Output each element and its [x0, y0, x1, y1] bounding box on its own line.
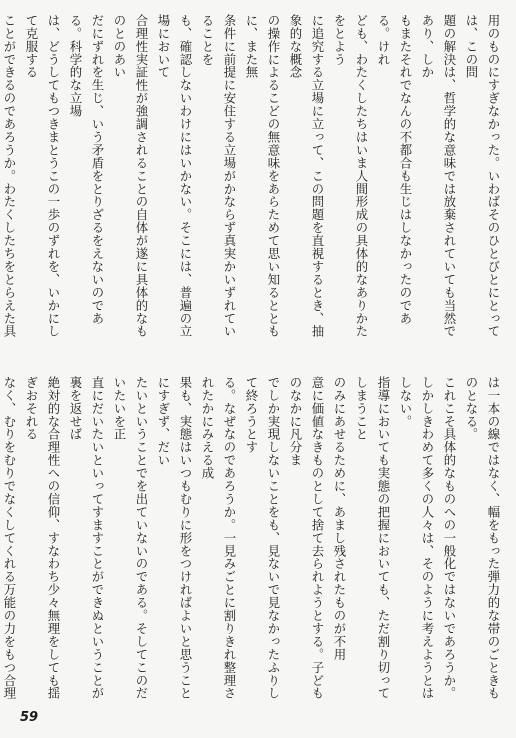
page-number: 59 — [20, 710, 39, 725]
text-line: 指導においても実態の把握においても、ただ割り切ってしまうこと — [354, 376, 391, 700]
text-line: 果も、実態はいつもむりに形をつければよいと思うことにすぎず、だい — [156, 376, 193, 700]
text-line: なく、むりをむりでなくしてくれる万能の力をもつ合理 — [2, 376, 17, 700]
lower-text-block — [2, 376, 504, 712]
text-line: のみにあせるために、あまし残されたものが不用 — [332, 376, 347, 661]
text-line: 合理性実証性が強調されることの自体が遂に具体的なものとのあい — [112, 14, 149, 338]
text-line: たいということでを出ていないのである。そしてこのだいたいを正 — [112, 376, 149, 700]
text-line: しかしきわめて多くの人々は、そのように考えようとはしない。 — [398, 376, 435, 700]
text-line: の操作によるこどの無意味をあらためて思い知るとともに、また無 — [244, 14, 281, 338]
text-line: 直にだいたいといってすますことができぬということが裏を返せば — [68, 376, 105, 700]
text-line: 用のものにすぎなかった。いわばそのひとびとにとっては、この問 — [464, 14, 501, 338]
upper-text-block — [2, 14, 504, 342]
text-line: 題の解決は、哲学的な意味では放棄されていても当然であり、しか — [420, 14, 457, 338]
text-line: 意に価値なきものとして捨て去られようとする。子どものなかに凡分ま — [288, 376, 325, 700]
text-line: これこそ具体的なものへの一般化ではないであろうか。 — [442, 376, 457, 700]
text-line: 条件に前提に安住する立場がかならず真実かいずれていることを — [200, 14, 237, 338]
text-line: は、どうしてもつきまとうこの一歩のずれを、いかにして克服する — [24, 14, 61, 338]
text-line: は一本の線ではなく、幅をもった弾力的な帯のごときものとなる。 — [464, 376, 501, 700]
text-line: る。なぜなのであろうか。一見みごとに割りきれ整理されたかにみえる成 — [200, 376, 237, 700]
text-line: ことができるのであろうか。わたくしたちをとらえた具 — [2, 14, 17, 338]
text-line: に追究する立場に立って、この問題を直視するとき、抽象的な概念 — [288, 14, 325, 338]
text-line: 絶対的な合理性への信仰、すなわち少々無理をしても揺ぎおそれる — [24, 376, 61, 700]
text-line: でしか実現しないことをも、見ないで見なかったふりして終ろうとす — [244, 376, 281, 700]
text-line: だにずれを生じ、いう矛盾をとりざるをえないのである。科学的な立場 — [68, 14, 105, 325]
text-line: ども、わたくしたちはいま人間形成の具体的なありかたをとよう — [332, 14, 369, 338]
text-line: も、確認しないわけにはいかない。そこには、普遍の立場において — [156, 14, 193, 338]
text-line: もまたそれでなんの不都合も生じはしなかったのである。けれ — [376, 14, 413, 325]
